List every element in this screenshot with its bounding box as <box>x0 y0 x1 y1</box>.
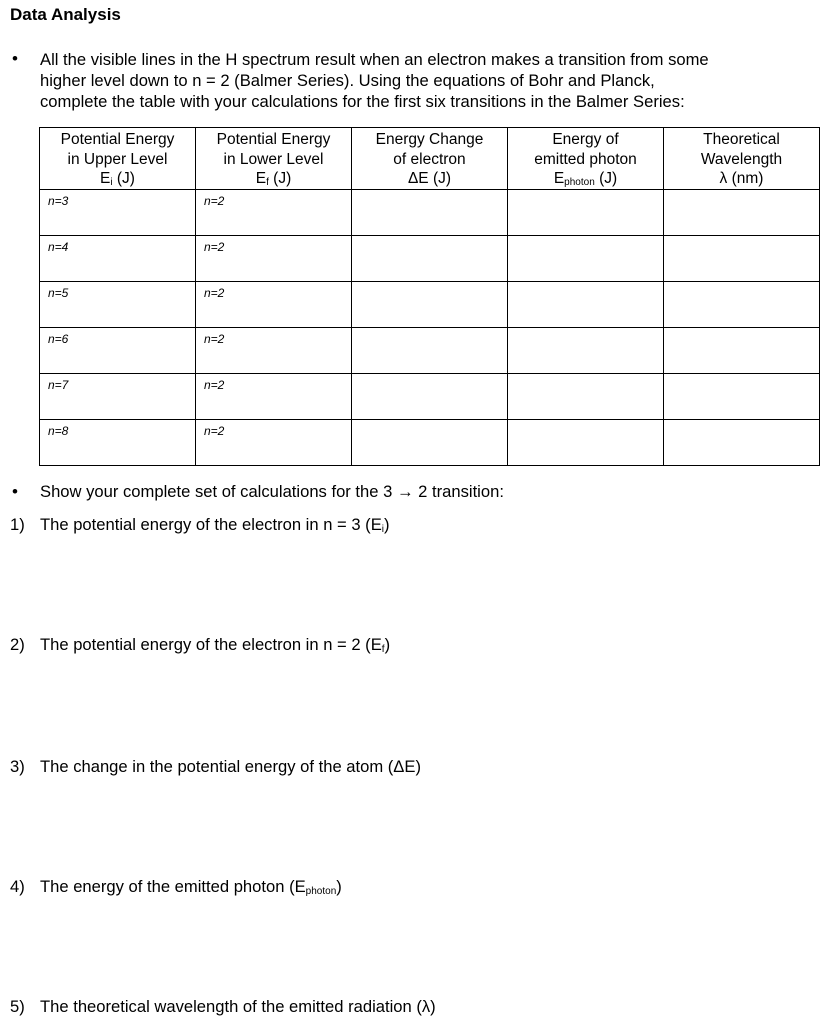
header-upper-energy: Potential Energy in Upper Level $E_i$ (J) <box>40 128 196 190</box>
page-heading: Data Analysis <box>10 5 121 24</box>
cell-lower-level[interactable]: n=2 <box>196 419 352 465</box>
cell-upper-level[interactable]: n=4 <box>40 235 196 281</box>
table-header-row <box>40 128 820 190</box>
cell-upper-level[interactable]: n=3 <box>40 189 196 235</box>
table-row <box>40 281 820 327</box>
intro-line-3: complete the table with your calculations for the first six transitions in the Balmer Series: <box>40 92 685 111</box>
table-row <box>40 373 820 419</box>
header-wavelength: Theoretical Wavelength λ (nm) <box>664 128 820 190</box>
question-text: The theoretical wavelength of the emitted radiation (λ) <box>40 997 436 1016</box>
intro-paragraph <box>40 49 810 112</box>
header-lower-energy: Potential Energy in Lower Level $E_f$ (J) <box>196 128 352 190</box>
cell-lower-level[interactable]: n=2 <box>196 281 352 327</box>
cell-photon-energy[interactable] <box>508 327 664 373</box>
question-text: The change in the potential energy of the atom (ΔE) <box>40 757 421 776</box>
table-row <box>40 327 820 373</box>
cell-photon-energy[interactable] <box>508 419 664 465</box>
cell-wavelength[interactable] <box>664 235 820 281</box>
question-text: The energy of the emitted photon $(E_{photon})$ <box>40 877 342 897</box>
question-number: 1) <box>10 515 25 534</box>
calc-prompt: Show your complete set of calculations for the 3 → 2 transition: <box>40 482 504 501</box>
cell-lower-level[interactable]: n=2 <box>196 373 352 419</box>
intro-line-2: higher level down to n = 2 (Balmer Series). Using the equations of Bohr and Planck, <box>40 71 655 90</box>
question-text: The potential energy of the electron in n = 3 $(E_i)$ <box>40 515 390 535</box>
table-row <box>40 189 820 235</box>
question-number: 5) <box>10 997 25 1016</box>
cell-photon-energy[interactable] <box>508 281 664 327</box>
balmer-series-table <box>39 127 820 466</box>
cell-upper-level[interactable]: n=5 <box>40 281 196 327</box>
cell-energy-change[interactable] <box>352 373 508 419</box>
cell-wavelength[interactable] <box>664 189 820 235</box>
cell-lower-level[interactable]: n=2 <box>196 327 352 373</box>
question-number: 4) <box>10 877 25 896</box>
table-row <box>40 235 820 281</box>
cell-energy-change[interactable] <box>352 189 508 235</box>
header-energy-change: Energy Change of electron ΔE (J) <box>352 128 508 190</box>
cell-photon-energy[interactable] <box>508 189 664 235</box>
cell-photon-energy[interactable] <box>508 373 664 419</box>
cell-energy-change[interactable] <box>352 419 508 465</box>
intro-bullet: • <box>12 49 18 68</box>
cell-wavelength[interactable] <box>664 327 820 373</box>
cell-lower-level[interactable]: n=2 <box>196 235 352 281</box>
cell-energy-change[interactable] <box>352 281 508 327</box>
cell-energy-change[interactable] <box>352 235 508 281</box>
header-photon-energy: Energy of emitted photon $E_{photon}$ (J) <box>508 128 664 190</box>
calc-bullet: • <box>12 482 18 501</box>
cell-wavelength[interactable] <box>664 281 820 327</box>
cell-wavelength[interactable] <box>664 373 820 419</box>
question-number: 3) <box>10 757 25 776</box>
table-row <box>40 419 820 465</box>
cell-upper-level[interactable]: n=8 <box>40 419 196 465</box>
cell-upper-level[interactable]: n=7 <box>40 373 196 419</box>
cell-lower-level[interactable]: n=2 <box>196 189 352 235</box>
cell-energy-change[interactable] <box>352 327 508 373</box>
cell-upper-level[interactable]: n=6 <box>40 327 196 373</box>
question-text: The potential energy of the electron in n = 2 $(E_f)$ <box>40 635 391 655</box>
question-number: 2) <box>10 635 25 654</box>
cell-photon-energy[interactable] <box>508 235 664 281</box>
intro-line-1: All the visible lines in the H spectrum result when an electron makes a transition from some <box>40 50 709 69</box>
cell-wavelength[interactable] <box>664 419 820 465</box>
